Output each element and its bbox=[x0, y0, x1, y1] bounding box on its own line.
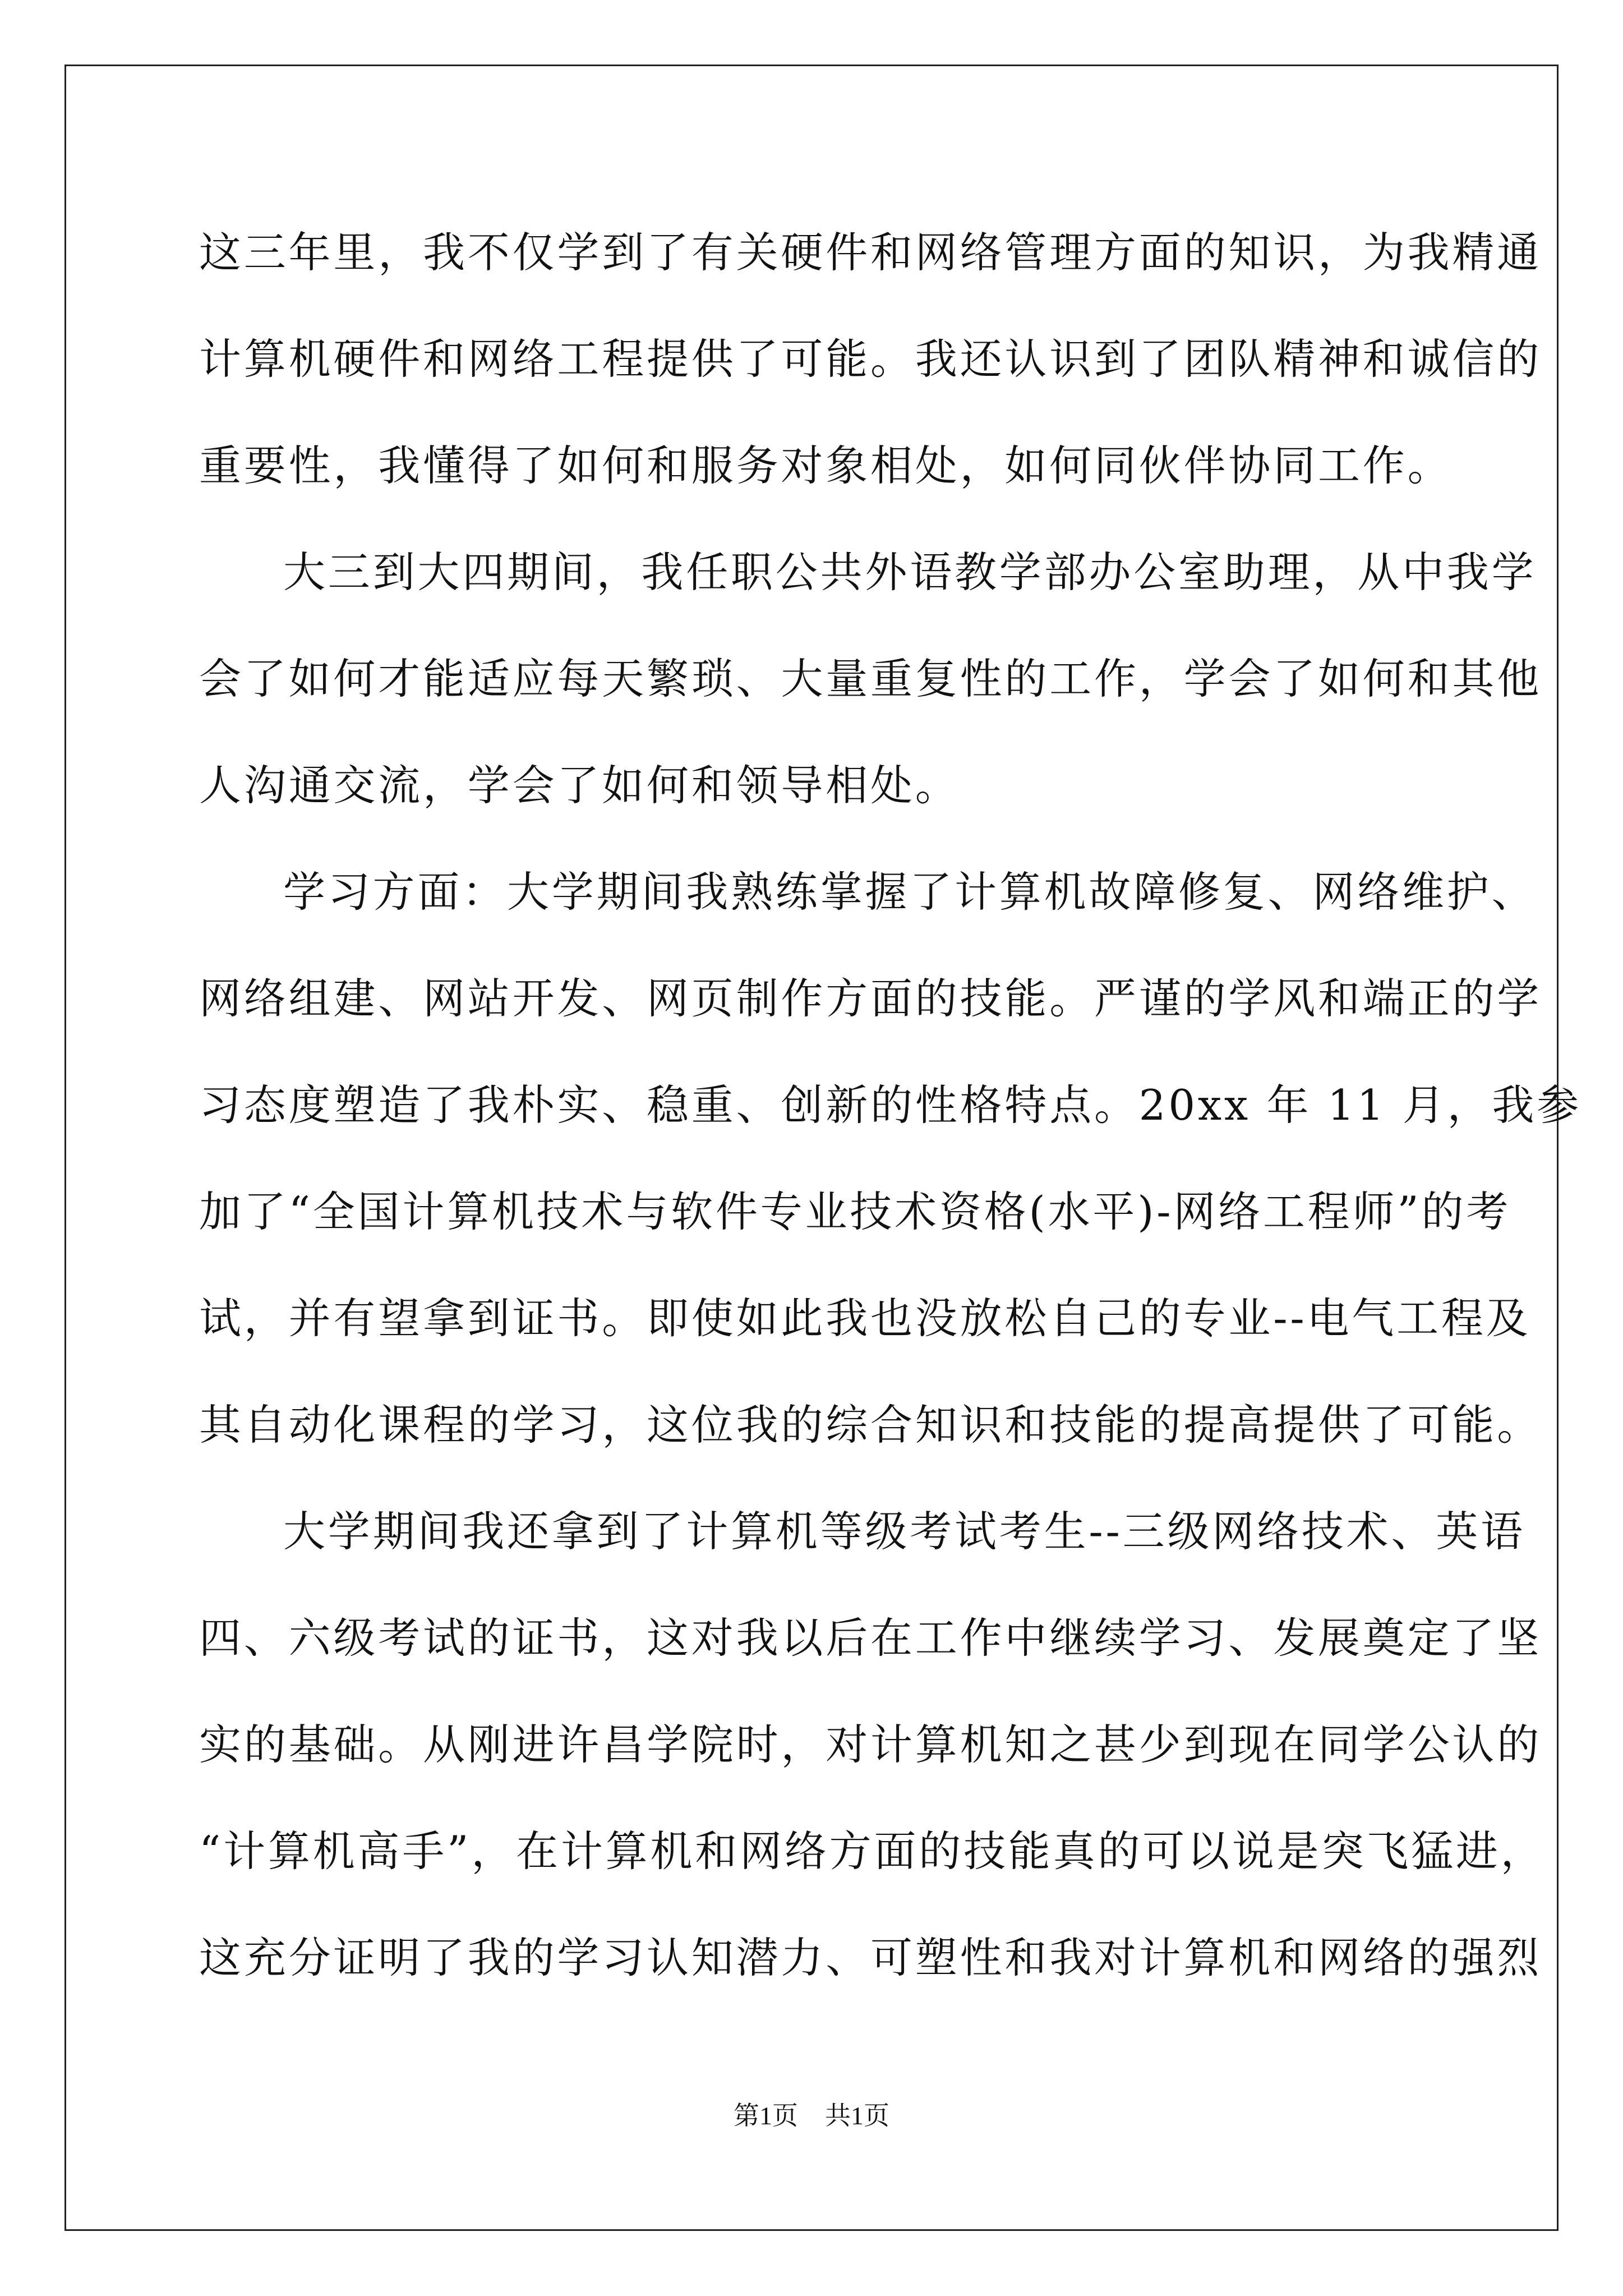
text-line: “计算机高手”，在计算机和网络方面的技能真的可以说是突飞猛进， bbox=[199, 1826, 1546, 1876]
text-line: 重要性，我懂得了如何和服务对象相处，如何同伙伴协同工作。 bbox=[199, 441, 1453, 490]
page-number-total: 共1页 bbox=[825, 2101, 889, 2130]
text-line: 加了“全国计算机技术与软件专业技术资格(水平)-网络工程师”的考 bbox=[199, 1187, 1511, 1236]
text-line: 习态度塑造了我朴实、稳重、创新的性格特点。20xx 年 11 月，我参 bbox=[199, 1080, 1581, 1130]
paragraph-first-line: 大学期间我还拿到了计算机等级考试考生--三级网络技术、英语 bbox=[283, 1507, 1525, 1556]
page-footer bbox=[0, 2095, 1623, 2132]
text-line: 四、六级考试的证书，这对我以后在工作中继续学习、发展奠定了坚 bbox=[199, 1613, 1542, 1663]
text-line: 其自动化课程的学习，这位我的综合知识和技能的提高提供了可能。 bbox=[199, 1400, 1542, 1450]
text-line: 计算机硬件和网络工程提供了可能。我还认识到了团队精神和诚信的 bbox=[199, 334, 1542, 384]
text-line: 这三年里，我不仅学到了有关硬件和网络管理方面的知识，为我精通 bbox=[199, 228, 1542, 277]
page-number-current: 第1页 bbox=[734, 2101, 798, 2130]
text-line: 实的基础。从刚进许昌学院时，对计算机知之甚少到现在同学公认的 bbox=[199, 1720, 1542, 1769]
text-line: 试，并有望拿到证书。即使如此我也没放松自己的专业--电气工程及 bbox=[199, 1294, 1531, 1343]
text-line: 网络组建、网站开发、网页制作方面的技能。严谨的学风和端正的学 bbox=[199, 974, 1542, 1023]
paragraph-first-line: 大三到大四期间，我任职公共外语教学部办公室助理，从中我学 bbox=[283, 547, 1537, 597]
text-line: 人沟通交流，学会了如何和领导相处。 bbox=[199, 761, 960, 810]
document-body bbox=[199, 219, 1581, 2031]
paragraph-first-line: 学习方面：大学期间我熟练掌握了计算机故障修复、网络维护、 bbox=[283, 867, 1537, 917]
text-line: 会了如何才能适应每天繁琐、大量重复性的工作，学会了如何和其他 bbox=[199, 654, 1542, 703]
text-line: 这充分证明了我的学习认知潜力、可塑性和我对计算机和网络的强烈 bbox=[199, 1933, 1542, 1982]
